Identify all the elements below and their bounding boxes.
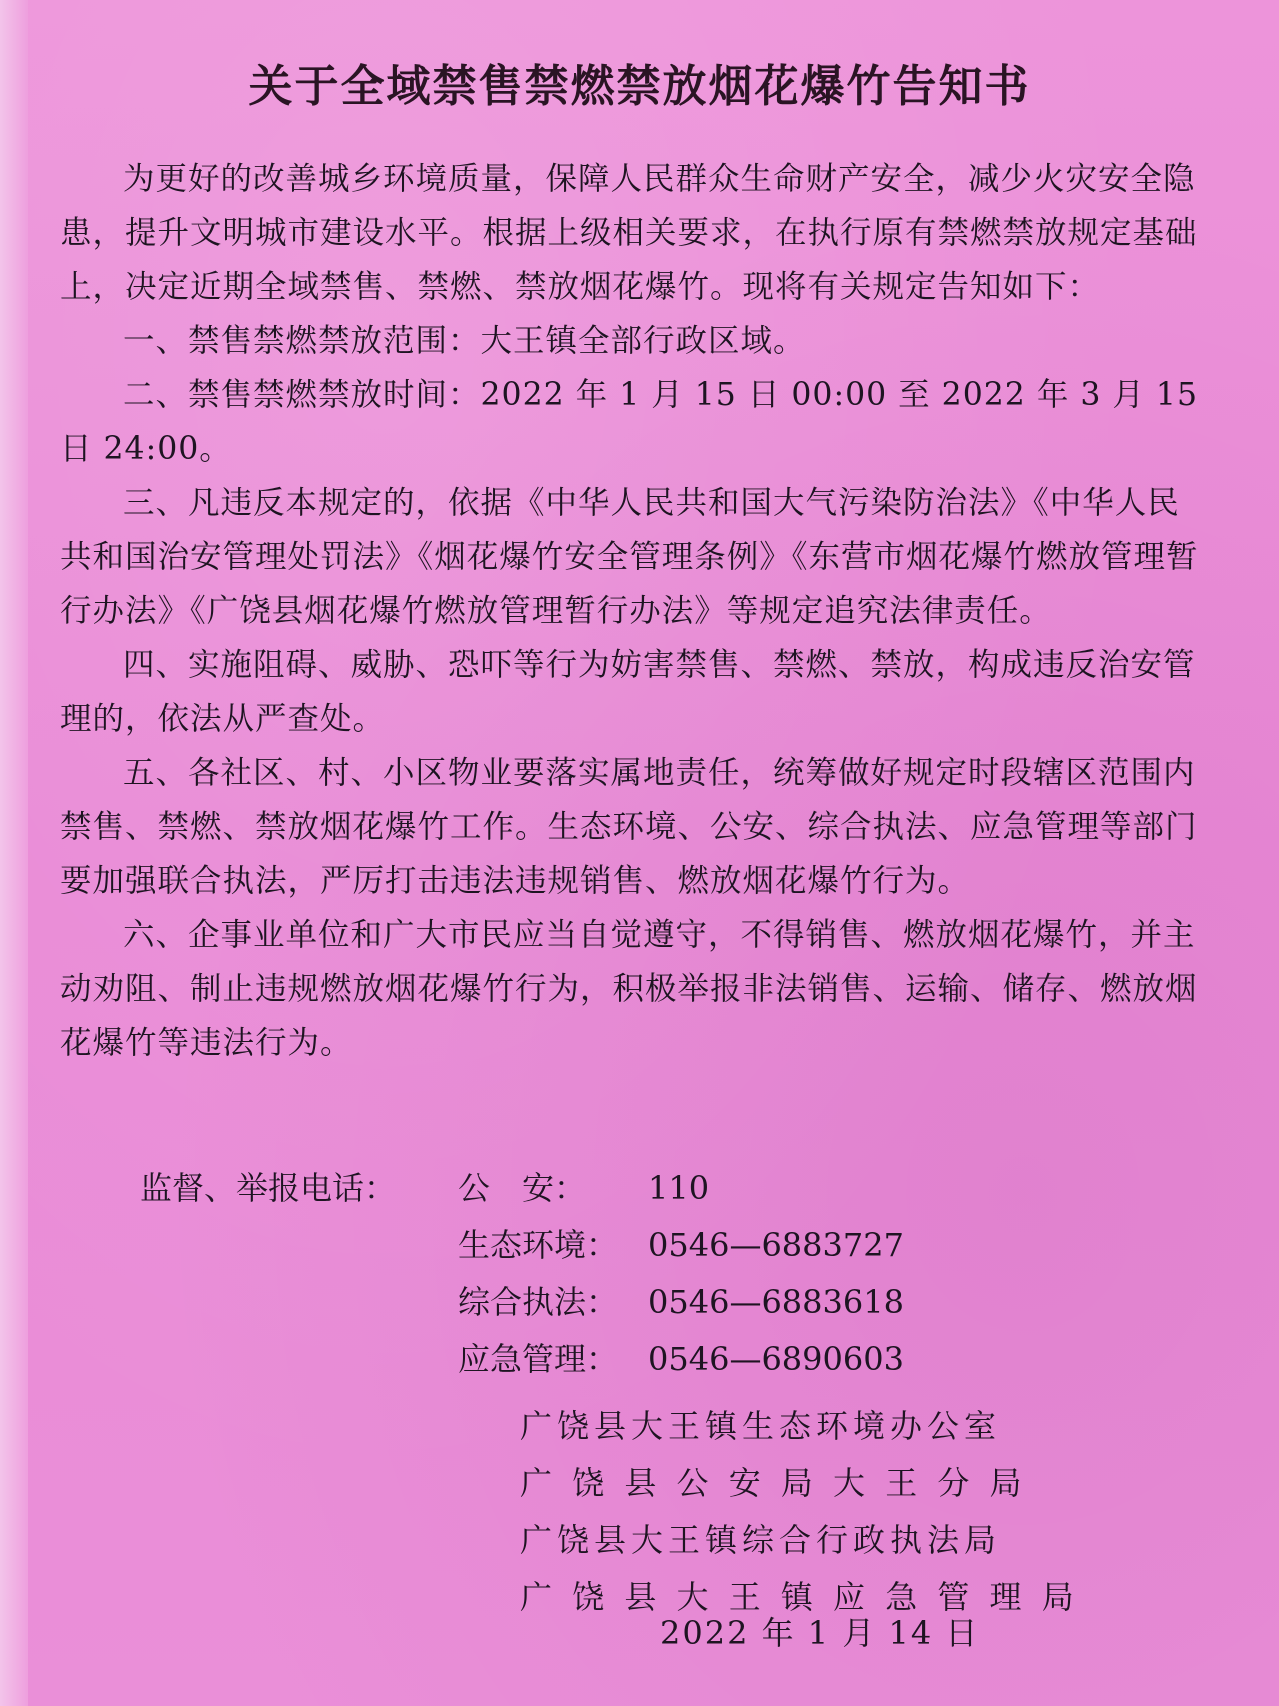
rule-3-paragraph: 三、凡违反本规定的，依据《中华人民共和国大气污染防治法》《中华人民共和国治安管理处罚法》《烟花爆竹安全管理条例》《东营市烟花爆竹燃放管理暂行办法》《广饶县烟花爆竹燃放管理暂行办法》等规定追究法律责任。 <box>60 485 1199 629</box>
issuer-signatures <box>520 1398 1079 1626</box>
rule-1-paragraph: 一、禁售禁燃禁放范围：大王镇全部行政区域。 <box>123 323 806 359</box>
contact-label: 生态环境： <box>458 1226 619 1264</box>
contact-number: 110 <box>648 1169 710 1207</box>
issuer-line: 广饶县大王镇生态环境办公室 <box>520 1407 1002 1445</box>
contact-row-emergency <box>140 1331 904 1388</box>
rule-6-paragraph: 六、企事业单位和广大市民应当自觉遵守，不得销售、燃放烟花爆竹，并主动劝阻、制止违规燃放烟花爆竹行为，积极举报非法销售、运输、储存、燃放烟花爆竹等违法行为。 <box>60 917 1198 1061</box>
contact-row-environment <box>140 1217 904 1274</box>
issuer-line: 广 饶 县 公 安 局 大 王 分 局 <box>520 1464 1027 1502</box>
notice-body <box>60 152 1210 1070</box>
rule-4-paragraph: 四、实施阻碍、威胁、恐吓等行为妨害禁售、禁燃、禁放，构成违反治安管理的，依法从严查处。 <box>60 647 1196 737</box>
contact-row-police <box>140 1160 904 1217</box>
paper-edge <box>0 0 28 1706</box>
contact-label: 公 安： <box>458 1169 587 1207</box>
issuer-line: 广 饶 县 大 王 镇 应 急 管 理 局 <box>520 1578 1079 1616</box>
contact-label: 综合执法： <box>458 1283 619 1321</box>
contact-lead-label: 监督、举报电话： <box>140 1169 397 1207</box>
issue-date: 2022 年 1 月 14 日 <box>660 1614 980 1652</box>
contact-label: 应急管理： <box>458 1340 619 1378</box>
rule-2-paragraph: 二、禁售禁燃禁放时间：2022 年 1 月 15 日 00:00 至 2022 年 3 月 15 日 24:00。 <box>60 377 1199 467</box>
issuer-line: 广饶县大王镇综合行政执法局 <box>520 1521 1002 1559</box>
contact-row-enforcement <box>140 1274 904 1331</box>
intro-paragraph: 为更好的改善城乡环境质量，保障人民群众生命财产安全，减少火灾安全隐患，提升文明城市建设水平。根据上级相关要求，在执行原有禁燃禁放规定基础上，决定近期全域禁售、禁燃、禁放烟花爆竹。现将有关规定告知如下： <box>60 161 1198 305</box>
notice-title: 关于全域禁售禁燃禁放烟花爆竹告知书 <box>248 61 1031 112</box>
contact-number: 0546—6890603 <box>648 1340 904 1378</box>
contact-list <box>140 1160 904 1388</box>
rule-5-paragraph: 五、各社区、村、小区物业要落实属地责任，统筹做好规定时段辖区范围内禁售、禁燃、禁放烟花爆竹工作。生态环境、公安、综合执法、应急管理等部门要加强联合执法，严厉打击违法违规销售、燃放烟花爆竹行为。 <box>60 755 1198 899</box>
contact-number: 0546—6883618 <box>648 1283 904 1321</box>
contact-number: 0546—6883727 <box>648 1226 904 1264</box>
